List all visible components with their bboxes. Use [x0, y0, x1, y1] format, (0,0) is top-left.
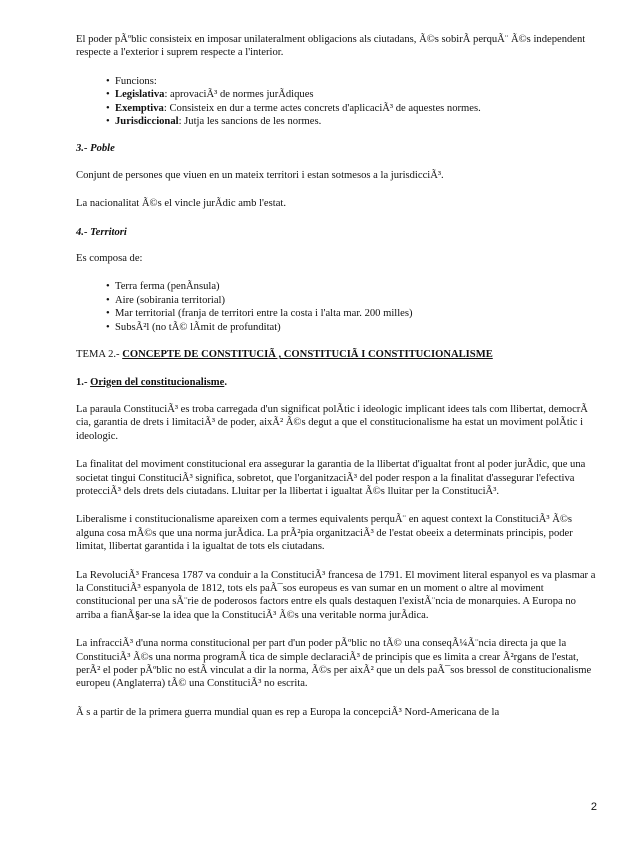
body-paragraph: La RevoluciÃ³ Francesa 1787 va conduir a la ConstituciÃ³ francesa de 1791. El moviment literal espanyol es va plasmar a la ConstituciÃ³ espanyola de 1812, tots els paÃ¯sos europeus es van sumar en un moment o altre al moviment constitucional per una sÃ¨rie de poderosos factors entre els quals destaquen l'existÃ¨ncia de monarquies. A Europa no arriba a fianÃ§ar-se la idea que la ConstituciÃ³ Ã©s una veritable norma jurÃdica.: [76, 569, 596, 621]
funcions-list: [76, 75, 596, 129]
bullet-icon: •: [106, 308, 110, 320]
list-item: • Funcions:: [106, 75, 157, 87]
list-item: • SubsÃ²l (no tÃ© lÃmit de profunditat): [106, 321, 281, 333]
bullet-icon: •: [106, 281, 110, 293]
section-heading-origen: 1.- Origen del constitucionalisme.: [76, 376, 227, 388]
bullet-icon: •: [106, 102, 110, 114]
list-item: • Terra ferma (penÃnsula): [106, 281, 220, 293]
bullet-icon: •: [106, 321, 110, 333]
nacionalitat-paragraph: La nacionalitat Ã©s el vincle jurÃdic amb l'estat.: [76, 198, 286, 210]
list-item: • Legislativa: aprovaciÃ³ de normes jurÃdiques: [106, 89, 314, 101]
list-item: • Mar territorial (franja de territori entre la costa i l'alta mar. 200 milles): [106, 308, 413, 320]
body-paragraph: Ã s a partir de la primera guerra mundial quan es rep a Europa la concepciÃ³ Nord-Americana de la: [76, 706, 500, 718]
bullet-icon: •: [106, 75, 110, 87]
body-paragraph: La infracciÃ³ d'una norma constitucional per part d'un poder pÃºblic no tÃ© una conseqÃ¼Ã¨ncia directa ja que la ConstituciÃ³ Ã©s una norma programÃ tica de simple declaraciÃ³ de principis que es limita a crear Ã²rgans de l'estat, perÃ² el poder pÃºblic no estÃ vinculat a dir la norma, Ã©s per aixÃ² que un dels paÃ¯sos bressol de constitucionalisme europeu (Anglaterra) tÃ© una ConstituciÃ³ no escrita.: [76, 638, 592, 690]
body-paragraph: La paraula ConstituciÃ³ es troba carregada d'un significat polÃtic i ideologic implicant idees tals com llibertat, democrÃ cia, garantia de drets i limitaciÃ³ de poder, aixÃ² Ã©s degut a que el constitucionalisme ha estat un moviment polÃtic i ideologic.: [76, 403, 588, 442]
section-heading-poble: 3.- Poble: [76, 143, 115, 155]
document-page: [76, 33, 596, 734]
intro-paragraph: El poder pÃºblic consisteix en imposar unilateralment obligacions als ciutadans, Ã©s sobirÃ perquÃ¨ Ã©s independent respecte a l'exterior i suprem respecte a l'interior.: [76, 34, 586, 59]
list-item: • Exemptiva: Consisteix en dur a terme actes concrets d'aplicaciÃ³ de aquestes normes.: [106, 102, 481, 114]
section-heading-territori: 4.- Territori: [76, 226, 127, 238]
body-paragraph: La finalitat del moviment constitucional era assegurar la garantia de la llibertat d'igualtat front al poder jurÃdic, que una societat tingui ConstituciÃ³ significa, sobretot, que l'organitzaciÃ³ del poder respon a la finalitat d'assegurar l'efectiva protecciÃ³ dels drets dels ciutadans. Lluitar per la llibertat i igualtat Ã©s lluitar per la ConstituciÃ³.: [76, 459, 586, 497]
origen-title: Origen del constitucionalisme: [90, 376, 225, 388]
bullet-icon: •: [106, 294, 110, 306]
tema-heading: TEMA 2.- CONCEPTE DE CONSTITUCIÃ , CONSTITUCIÃ I CONSTITUCIONALISME: [76, 349, 493, 361]
territori-list: [76, 280, 596, 334]
poble-paragraph: Conjunt de persones que viuen en un mateix territori i estan sotmesos a la jurisdicciÃ³.: [76, 169, 444, 181]
tema-title: CONCEPTE DE CONSTITUCIÃ , CONSTITUCIÃ I CONSTITUCIONALISME: [122, 349, 493, 361]
bullet-icon: •: [106, 116, 110, 128]
bullet-icon: •: [106, 89, 110, 101]
list-item: • Jurisdiccional: Jutja les sancions de les normes.: [106, 116, 322, 128]
body-paragraph: Liberalisme i constitucionalisme apareixen com a termes equivalents perquÃ¨ en aquest context la ConstituciÃ³ Ã©s alguna cosa mÃ©s que una norma jurÃdica. La prÃ²pia organitzaciÃ³ de l'estat obeeix a determinats principis, poder limitat, llibertat garantida i la igualtat de tots els ciutadans.: [76, 514, 573, 553]
page-number: 2: [590, 801, 597, 813]
list-item: • Aire (sobirania territorial): [106, 294, 226, 306]
funcio-label: Legislativa: [115, 89, 165, 101]
funcio-label: Jurisdiccional: [115, 116, 179, 128]
funcio-label: Exemptiva: [115, 102, 164, 114]
territori-intro: Es composa de:: [76, 253, 143, 265]
